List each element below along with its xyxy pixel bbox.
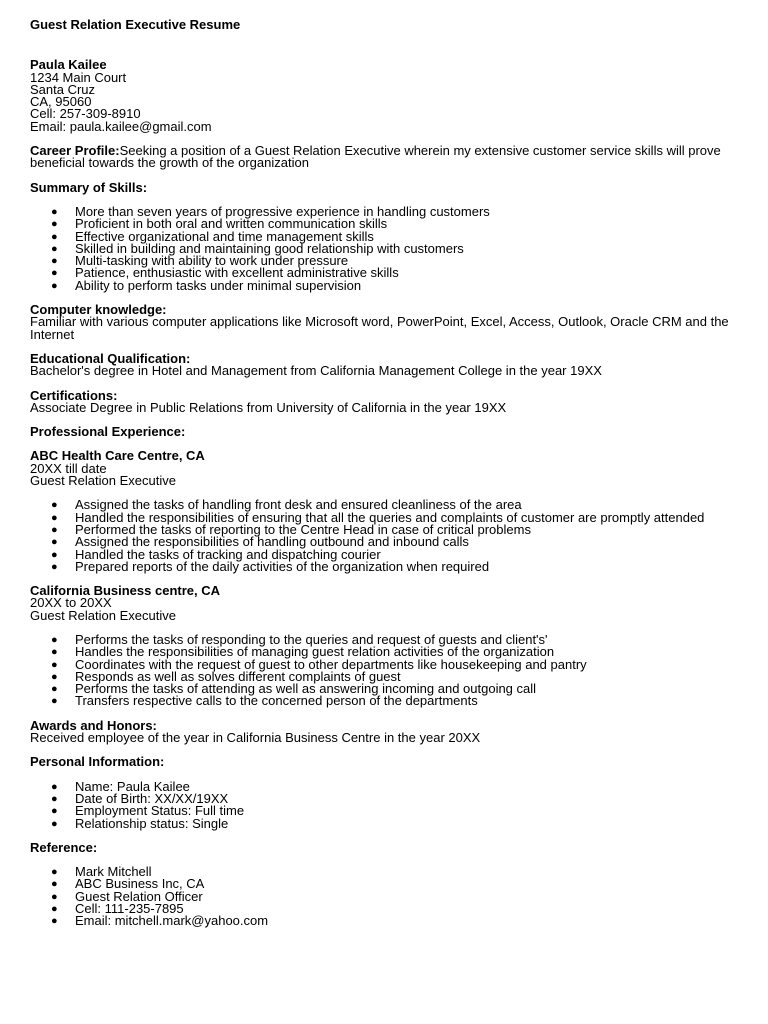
list-item-text: More than seven years of progressive experience in handling customers — [75, 203, 490, 219]
list-item-text: ABC Business Inc, CA — [75, 876, 205, 892]
personal-heading: Personal Information: — [30, 754, 165, 770]
list-item-text: Relationship status: Single — [75, 815, 229, 831]
career-profile — [30, 145, 738, 170]
bullet-icon: ● — [51, 255, 58, 268]
bullet-icon: ● — [51, 915, 58, 928]
certifications-section — [30, 387, 738, 415]
bullet-icon: ● — [51, 536, 58, 549]
certifications-heading: Certifications: — [30, 387, 118, 403]
spacer — [30, 378, 738, 390]
bullet-icon: ● — [51, 205, 58, 218]
list-item-text: Date of Birth: XX/XX/19XX — [75, 790, 229, 806]
list-item-text: Coordinates with the request of guest to other departments like housekeeping and pantry — [75, 656, 587, 672]
job-duties-list — [30, 631, 738, 709]
contact-block — [30, 59, 738, 133]
personal-section — [30, 756, 738, 829]
contact-line: Santa Cruz — [30, 81, 96, 97]
list-item — [51, 277, 738, 293]
computer-text: Familiar with various computer applications like Microsoft word, PowerPoint, Excel, Access, Outlook, Oracle CRM and the Internet — [30, 314, 729, 342]
education-heading: Educational Qualification: — [30, 350, 191, 366]
list-item-text: Multi-tasking with ability to work under pressure — [75, 253, 349, 269]
list-item-text: Email: mitchell.mark@yahoo.com — [75, 913, 269, 929]
list-item — [51, 815, 738, 831]
list-item — [51, 693, 738, 709]
bullet-icon: ● — [51, 499, 58, 512]
job-company: ABC Health Care Centre, CA — [30, 448, 205, 464]
awards-heading: Awards and Honors: — [30, 717, 157, 733]
bullet-icon: ● — [51, 242, 58, 255]
bullet-icon: ● — [51, 695, 58, 708]
job-company: California Business centre, CA — [30, 583, 220, 599]
list-item-text: Proficient in both oral and written communication skills — [75, 216, 388, 232]
bullet-icon: ● — [51, 817, 58, 830]
list-item-text: Name: Paula Kailee — [75, 778, 190, 794]
list-item-text: Effective organizational and time management skills — [75, 228, 374, 244]
list-item-text: Skilled in building and maintaining good relationship with customers — [75, 240, 464, 256]
contact-line: Cell: 257-309-8910 — [30, 106, 141, 122]
contact-line: 1234 Main Court — [30, 69, 127, 85]
list-item-text: Responds as well as solves different complaints of guest — [75, 668, 401, 684]
personal-list — [30, 778, 738, 831]
bullet-icon: ● — [51, 903, 58, 916]
reference-list — [30, 866, 738, 927]
list-item-text: Mark Mitchell — [75, 864, 152, 880]
career-profile-text: Seeking a position of a Guest Relation Executive wherein my extensive customer service skills will prove beneficial towards the growth of the organization — [30, 143, 721, 171]
bullet-icon: ● — [51, 670, 58, 683]
job-role: Guest Relation Executive — [30, 607, 176, 623]
bullet-icon: ● — [51, 633, 58, 646]
bullet-icon: ● — [51, 878, 58, 891]
job-dates: 20XX to 20XX — [30, 595, 112, 611]
list-item — [51, 558, 738, 574]
bullet-icon: ● — [51, 780, 58, 793]
bullet-icon: ● — [51, 805, 58, 818]
reference-section — [30, 839, 738, 929]
career-profile-label: Career Profile: — [30, 143, 120, 159]
list-item-text: Ability to perform tasks under minimal supervision — [75, 277, 362, 293]
skills-section — [30, 179, 738, 293]
education-text: Bachelor's degree in Hotel and Management from California Management College in the year 19XX — [30, 363, 602, 379]
bullet-icon: ● — [51, 267, 58, 280]
bullet-icon: ● — [51, 511, 58, 524]
bullet-icon: ● — [51, 683, 58, 696]
list-item-text: Performs the tasks of attending as well as answering incoming and outgoing call — [75, 681, 537, 697]
bullet-icon: ● — [51, 560, 58, 573]
computer-section — [30, 304, 738, 341]
bullet-icon: ● — [51, 230, 58, 243]
list-item-text: Assigned the responsibilities of handling outbound and inbound calls — [75, 534, 469, 550]
skills-list — [30, 203, 738, 293]
list-item-text: Patience, enthusiastic with excellent administrative skills — [75, 265, 399, 281]
contact-line: Email: paula.kailee@gmail.com — [30, 118, 212, 134]
education-section — [30, 350, 738, 379]
list-item-text: Handled the responsibilities of ensuring that all the queries and complaints of customer are promptly attended — [75, 509, 705, 525]
bullet-icon: ● — [51, 279, 58, 292]
experience-heading: Professional Experience: — [30, 424, 186, 440]
list-item-text: Transfers respective calls to the concerned person of the departments — [75, 693, 478, 709]
list-item-text: Performs the tasks of responding to the queries and request of guests and client's' — [75, 631, 548, 647]
job-entry — [30, 450, 738, 573]
list-item-text: Cell: 111-235-7895 — [75, 901, 184, 917]
contact-line: CA, 95060 — [30, 94, 92, 110]
skills-heading: Summary of Skills: — [30, 179, 148, 195]
job-role: Guest Relation Executive — [30, 473, 176, 489]
bullet-icon: ● — [51, 890, 58, 903]
awards-section — [30, 717, 738, 746]
experience-section — [30, 426, 738, 708]
certifications-text: Associate Degree in Public Relations from University of California in the year 19XX — [30, 399, 507, 415]
list-item-text: Employment Status: Full time — [75, 803, 245, 819]
spacer — [30, 830, 738, 842]
job-duties-list — [30, 499, 738, 573]
bullet-icon: ● — [51, 646, 58, 659]
bullet-icon: ● — [51, 792, 58, 805]
job-entry — [30, 585, 738, 708]
bullet-icon: ● — [51, 866, 58, 879]
awards-text: Received employee of the year in California Business Centre in the year 20XX — [30, 730, 481, 746]
bullet-icon: ● — [51, 523, 58, 536]
list-item-text: Prepared reports of the daily activities of the organization when required — [75, 558, 490, 574]
list-item-text: Performed the tasks of reporting to the Centre Head in case of critical problems — [75, 521, 531, 537]
list-item-text: Assigned the tasks of handling front desk and ensured cleanliness of the area — [75, 497, 522, 513]
bullet-icon: ● — [51, 658, 58, 671]
computer-heading: Computer knowledge: — [30, 302, 167, 318]
page-title: Guest Relation Executive Resume — [30, 17, 241, 32]
bullet-icon: ● — [51, 548, 58, 561]
list-item-text: Handles the responsibilities of managing guest relation activities of the organization — [75, 644, 555, 660]
bullet-icon: ● — [51, 218, 58, 231]
reference-heading: Reference: — [30, 839, 98, 855]
job-dates: 20XX till date — [30, 460, 107, 476]
list-item-text: Guest Relation Officer — [75, 888, 203, 904]
contact-name: Paula Kailee — [30, 57, 107, 73]
list-item — [51, 913, 738, 929]
list-item-text: Handled the tasks of tracking and dispatching courier — [75, 546, 381, 562]
